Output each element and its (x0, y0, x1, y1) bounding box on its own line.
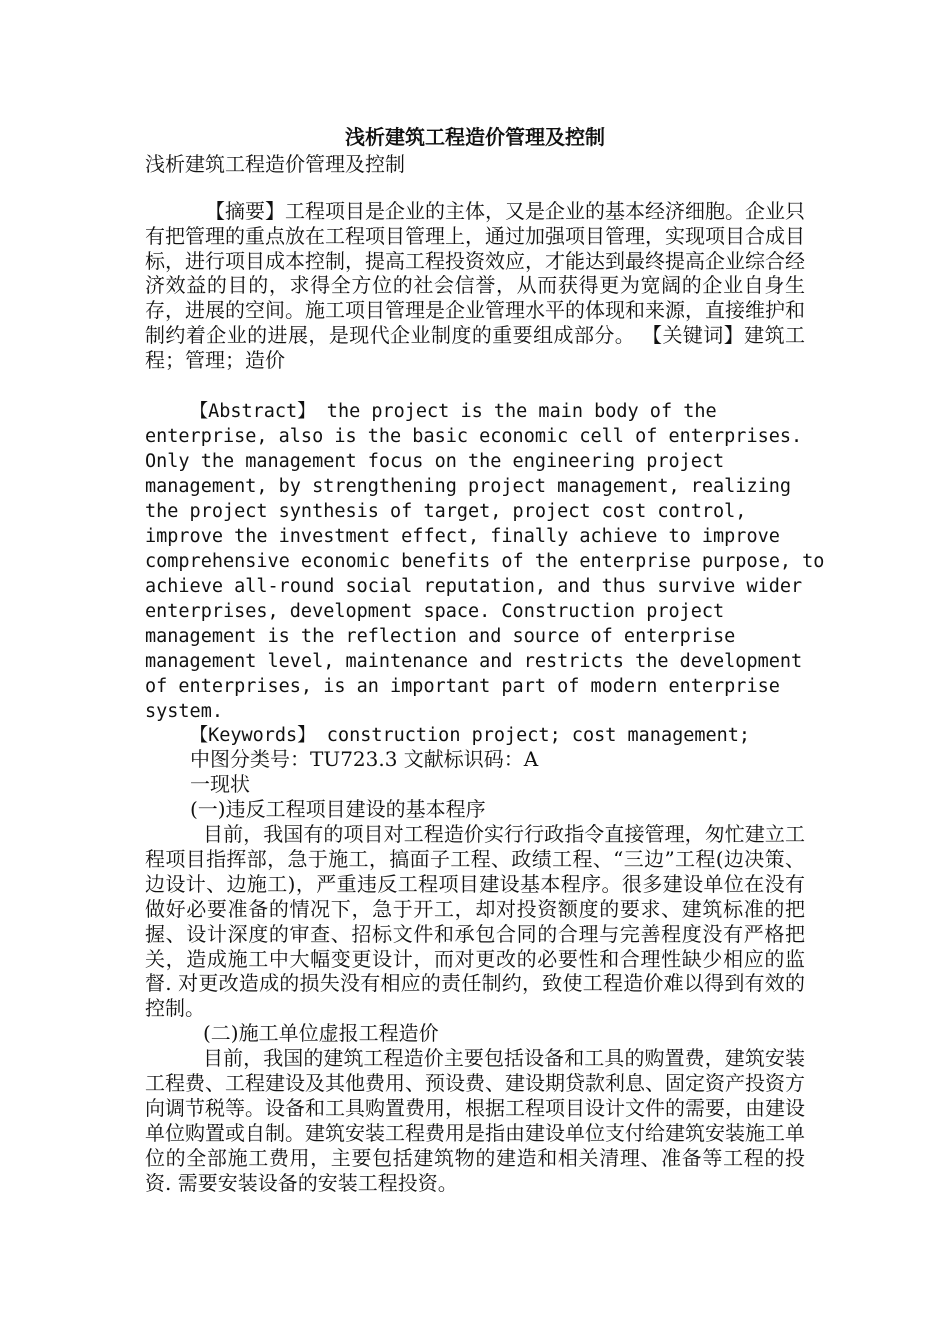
section-heading: 一现状 (190, 772, 250, 796)
subsection-heading-2: (二)施工单位虚报工程造价 (203, 1021, 439, 1045)
document-title: 浅析建筑工程造价管理及控制 (345, 125, 605, 149)
abstract-english: 【Abstract】 the project is the main body of the enterprise, also is the basic economic cell of enterprises. Only the management focus on the engineering project management, by strengthening project management, realizing the project synthesis of target, project cost control, improve the investment effect, finally achieve to improve comprehensive economic benefits of the enterprise purpose, to achieve all-round social reputation, and thus survive wider enterprises, development space. Construction project management is the reflection and source of enterprise management level, maintenance and restricts the development of enterprises, is an important part of modern enterprise system. (145, 401, 836, 722)
subsection-heading-1: (一)违反工程项目建设的基本程序 (190, 797, 486, 821)
document-subtitle: 浅析建筑工程造价管理及控制 (145, 152, 405, 176)
subsection-body-1: 目前，我国有的项目对工程造价实行行政指令直接管理，匆忙建立工程项目指挥部，急于施工，搞面子工程、政绩工程、“三边”工程(边决策、边设计、边施工)，严重违反工程项目建设基本程序。很多建设单位在没有做好必要准备的情况下，急于开工，却对投资额度的要求、建筑标准的把握、设计深度的审查、招标文件和承包合同的合理与完善程度没有严格把关，造成施工中大幅变更设计，而对更改的必要性和合理性缺少相应的监督. 对更改造成的损失没有相应的责任制约，致使工程造价难以得到有效的控制。 (145, 822, 805, 1021)
keywords-english: 【Keywords】 construction project; cost management; (145, 725, 751, 746)
abstract-chinese: 【摘要】工程项目是企业的主体，又是企业的基本经济细胞。企业只有把管理的重点放在工程项目管理上，通过加强项目管理，实现项目合成目标，进行项目成本控制，提高工程投资效应，才能达到最终提高企业综合经济效益的目的，求得全方位的社会信誉，从而获得更为宽阔的企业自身生存，进展的空间。施工项目管理是企业管理水平的体现和来源，直接维护和制约着企业的进展，是现代企业制度的重要组成部分。 【关键词】建筑工程；管理；造价 (145, 199, 805, 372)
classification-line: 中图分类号：TU723.3 文献标识码：A (190, 747, 539, 771)
subsection-body-2: 目前，我国的建筑工程造价主要包括设备和工具的购置费，建筑安装工程费、工程建设及其他费用、预设费、建设期贷款利息、固定资产投资方向调节税等。设备和工具购置费用，根据工程项目设计文件的需要，由建设单位购置或自制。建筑安装工程费用是指由建设单位支付给建筑安装施工单位的全部施工费用，主要包括建筑物的建造和相关清理、准备等工程的投资. 需要安装设备的安装工程投资。 (145, 1046, 805, 1195)
